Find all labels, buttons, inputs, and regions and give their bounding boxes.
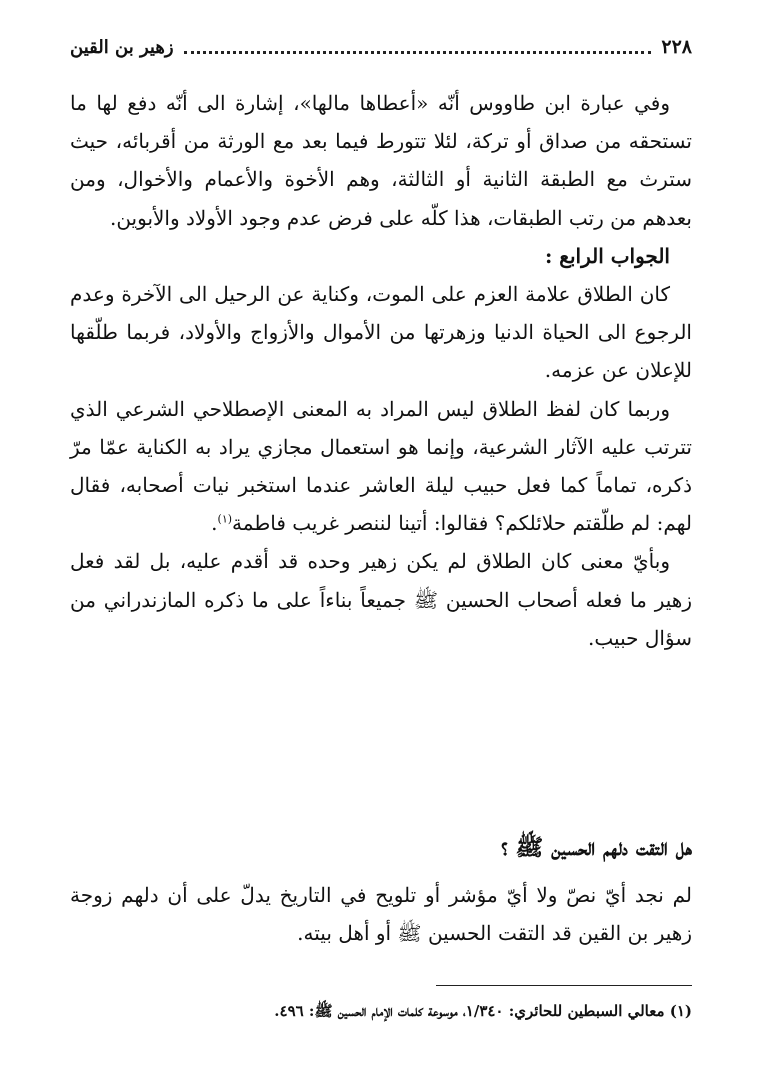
paragraph-4: وبأيّ معنى كان الطلاق لم يكن زهير وحده قد أقدم عليه، بل لقد فعل زهير ما فعله أصحاب الحسين ﷺ جميعاً بناءاً على ما ذكره المازندراني من سؤال حبيب.	[70, 549, 692, 650]
chapter-title: زهير بن القين	[70, 36, 174, 58]
paragraph-2: كان الطلاق علامة العزم على الموت، وكناية عن الرحيل الى الآخرة وعدم الرجوع الى الحياة الدنيا وزهرتها من الأموال والأزواج والأولاد، فربما طلّقها للإعلان عن عزمه.	[70, 282, 692, 383]
paragraph-3-text: وربما كان لفظ الطلاق ليس المراد به المعنى الإصطلاحي الشرعي الذي تترتب عليه الآثار الشرعية، وإنما هو استعمال مجازي يراد به الكناية عمّا مرّ ذكره، تماماً كما فعل حبيب ليلة العاشر عندما استخبر نيات أصحابه، فقال لهم: لم طلّقتم حلائلكم؟ فقالوا: أتينا لننصر غريب فاطمة	[70, 396, 692, 536]
subheading-fourth-answer: الجواب الرابع :	[544, 243, 670, 268]
running-header	[70, 32, 692, 62]
footnote-divider	[436, 985, 692, 986]
paragraph-3-end: .	[211, 511, 218, 536]
section-heading: هل التقت دلهم الحسين ﷺ ؟	[501, 834, 692, 861]
main-text	[70, 84, 692, 657]
header-dot-leader	[184, 41, 652, 54]
section-paragraph: لم نجد أيّ نصّ ولا أيّ مؤشر أو تلويح في التاريخ يدلّ على أن دلهم زوجة زهير بن القين قد التقت الحسين ﷺ أو أهل بيته.	[70, 883, 692, 946]
footnote: (١) معالي السبطين للحائري: ١/٣٤٠، موسوعة كلمات الإمام الحسين ﷺ: ٤٩٦.	[274, 1002, 692, 1020]
page-number: ٢٢٨	[661, 36, 692, 58]
paragraph-3	[70, 390, 692, 543]
paragraph-1: وفي عبارة ابن طاووس أنّه «أعطاها مالها»، إشارة الى أنّه دفع لها ما تستحقه من صداق أو تركة، لئلا تتورط فيما بعد مع الورثة من أقربائه، حيث سترث مع الطبقة الثانية أو الثالثة، وهم الأخوة والأعمام والأخوال، ومن بعدهم من رتب الطبقات، هذا كلّه على فرض عدم وجود الأولاد والأبوين.	[70, 91, 693, 230]
footnote-reference: (١)	[217, 512, 233, 526]
